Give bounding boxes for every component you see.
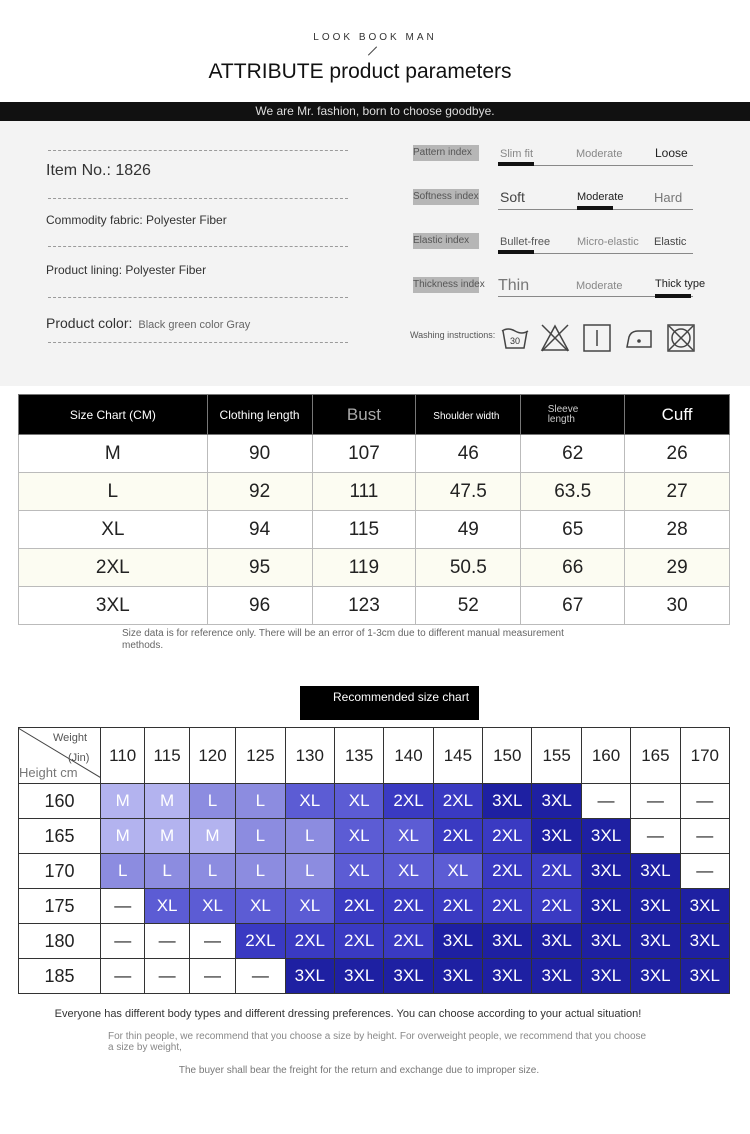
recommended-size-cell: — (145, 924, 189, 959)
weight-header-row (19, 728, 730, 784)
recommended-size-cell: M (145, 784, 189, 819)
recommended-size-cell: XL (334, 854, 383, 889)
size-value-cell: 67 (521, 587, 625, 625)
table-row (19, 959, 730, 994)
recommended-size-cell: 2XL (285, 924, 334, 959)
table-row (19, 889, 730, 924)
corner-jin-label: (Jin) (68, 752, 90, 764)
bust-header: Bust (346, 404, 381, 424)
size-value-cell: 92 (207, 473, 312, 511)
size-chart-header-cell (416, 395, 521, 435)
recommended-size-cell: 3XL (532, 959, 581, 994)
recommended-size-cell: 2XL (483, 889, 532, 924)
size-value-cell: 26 (625, 435, 730, 473)
recommended-size-title: Recommended size chart (300, 686, 479, 720)
size-value-cell: 96 (207, 587, 312, 625)
height-header-cell: 165 (19, 819, 101, 854)
product-lining: Product lining: Polyester Fiber (46, 263, 207, 277)
recommended-size-cell: 2XL (334, 924, 383, 959)
recommended-size-cell: L (236, 784, 285, 819)
no-dry-clean-icon (666, 323, 696, 353)
height-header-cell: 175 (19, 889, 101, 924)
softness-index-label: Softness index (413, 189, 479, 205)
recommended-size-cell: 2XL (433, 889, 482, 924)
page-title: ATTRIBUTE product parameters (208, 60, 512, 83)
recommended-size-cell: 2XL (384, 924, 433, 959)
recommended-size-cell: 3XL (384, 959, 433, 994)
size-chart-header-cell: Clothing length (207, 395, 312, 435)
size-value-cell: 123 (312, 587, 416, 625)
weight-header-cell: 150 (483, 728, 532, 784)
elastic-option-elastic: Elastic (654, 236, 687, 248)
recommended-size-cell: 3XL (581, 854, 630, 889)
recommended-size-cell: 3XL (631, 959, 680, 994)
cuff-header: Cuff (661, 404, 693, 424)
weight-header-cell: 170 (680, 728, 729, 784)
thickness-option-moderate: Moderate (576, 280, 623, 292)
recommended-size-cell: 3XL (680, 959, 729, 994)
shoulder-header: Shoulder width (433, 410, 500, 422)
pattern-option-loose: Loose (655, 146, 688, 160)
pattern-index-marker (498, 162, 534, 166)
recommended-size-cell: XL (384, 819, 433, 854)
slogan-bar: We are Mr. fashion, born to choose goodbye. (0, 102, 750, 121)
recommended-size-cell: L (236, 854, 285, 889)
weight-header-cell: 115 (145, 728, 189, 784)
size-value-cell: 107 (312, 435, 416, 473)
size-value-cell: 30 (625, 587, 730, 625)
recommended-size-cell: 3XL (581, 924, 630, 959)
size-chart-header (19, 395, 730, 435)
recommended-size-cell: L (145, 854, 189, 889)
size-value-cell: 49 (416, 511, 521, 549)
table-row (19, 549, 730, 587)
footer-note-freight: The buyer shall bear the freight for the return and exchange due to improper size. (178, 1065, 540, 1076)
table-row (19, 473, 730, 511)
weight-header-cell: 130 (285, 728, 334, 784)
size-value-cell: 94 (207, 511, 312, 549)
recommended-size-cell: — (101, 924, 145, 959)
recommended-size-cell: 3XL (433, 959, 482, 994)
recommended-size-cell: 2XL (532, 854, 581, 889)
recommended-size-cell: — (631, 784, 680, 819)
recommended-size-cell: 2XL (384, 889, 433, 924)
sleeve-header: Sleeve length (547, 403, 579, 425)
recommended-size-cell: XL (334, 784, 383, 819)
recommended-size-cell: 3XL (581, 889, 630, 924)
weight-header-cell: 165 (631, 728, 680, 784)
recommended-size-cell: XL (384, 854, 433, 889)
recommended-size-cell: 2XL (483, 819, 532, 854)
recommended-size-cell: XL (236, 889, 285, 924)
table-row (19, 854, 730, 889)
table-corner (19, 728, 101, 784)
recommended-size-cell: L (285, 819, 334, 854)
size-label-cell: 2XL (19, 549, 208, 587)
recommended-size-cell: M (189, 819, 235, 854)
recommended-size-cell: XL (334, 819, 383, 854)
recommended-size-cell: — (145, 959, 189, 994)
recommended-size-cell: 3XL (631, 889, 680, 924)
size-chart-header-cell: Size Chart (CM) (19, 395, 208, 435)
elastic-option-micro: Micro-elastic (577, 236, 639, 248)
recommended-size-cell: — (101, 959, 145, 994)
divider (48, 246, 348, 247)
size-label-cell: M (19, 435, 208, 473)
pattern-option-moderate: Moderate (576, 148, 623, 160)
recommended-size-cell: XL (285, 889, 334, 924)
recommended-size-cell: — (101, 889, 145, 924)
divider (48, 342, 348, 343)
brand-divider (368, 46, 377, 55)
thickness-index-label: Thickness index (413, 277, 479, 293)
recommended-size-cell: 3XL (631, 924, 680, 959)
weight-header-cell: 110 (101, 728, 145, 784)
size-value-cell: 28 (625, 511, 730, 549)
recommended-size-cell: 3XL (483, 959, 532, 994)
recommended-size-cell: M (101, 784, 145, 819)
size-value-cell: 63.5 (521, 473, 625, 511)
table-row (19, 435, 730, 473)
table-row (19, 819, 730, 854)
product-color (46, 315, 250, 331)
recommended-size-cell: 3XL (285, 959, 334, 994)
recommended-size-cell: 3XL (631, 854, 680, 889)
recommended-size-cell: M (101, 819, 145, 854)
recommended-size-cell: XL (285, 784, 334, 819)
recommended-size-cell: XL (145, 889, 189, 924)
size-value-cell: 65 (521, 511, 625, 549)
recommended-size-cell: 3XL (483, 784, 532, 819)
recommended-size-cell: 2XL (433, 784, 482, 819)
size-value-cell: 66 (521, 549, 625, 587)
size-label-cell: 3XL (19, 587, 208, 625)
recommended-size-cell: 2XL (236, 924, 285, 959)
height-header-cell: 180 (19, 924, 101, 959)
recommended-size-cell: 2XL (334, 889, 383, 924)
recommended-size-cell: 3XL (334, 959, 383, 994)
product-color-label: Product color: (46, 315, 133, 331)
recommended-size-cell: XL (189, 889, 235, 924)
corner-height-label: Height cm (19, 765, 78, 780)
recommended-size-cell: — (631, 819, 680, 854)
recommended-size-cell: — (680, 784, 729, 819)
weight-header-cell: 125 (236, 728, 285, 784)
recommended-size-cell: L (189, 784, 235, 819)
weight-header-cell: 160 (581, 728, 630, 784)
wash-30-icon (500, 323, 530, 353)
recommended-size-cell: 3XL (532, 784, 581, 819)
elastic-index-label: Elastic index (413, 233, 479, 249)
size-value-cell: 47.5 (416, 473, 521, 511)
size-value-cell: 46 (416, 435, 521, 473)
size-value-cell: 95 (207, 549, 312, 587)
recommended-size-cell: 3XL (680, 889, 729, 924)
pattern-index-label: Pattern index (413, 145, 479, 161)
recommended-size-cell: — (680, 854, 729, 889)
footer-note-body-types: Everyone has different body types and different dressing preferences. You can choose according to your actual situation! (54, 1008, 642, 1020)
softness-index-marker (577, 206, 613, 210)
size-value-cell: 29 (625, 549, 730, 587)
recommended-size-cell: 3XL (581, 819, 630, 854)
size-chart-table (18, 394, 730, 625)
size-note: Size data is for reference only. There will be an error of 1-3cm due to different manual measurement methods. (122, 628, 564, 651)
size-value-cell: 52 (416, 587, 521, 625)
recommended-size-cell: 3XL (483, 924, 532, 959)
recommended-size-cell: L (101, 854, 145, 889)
recommended-size-cell: XL (433, 854, 482, 889)
recommended-size-cell: 3XL (581, 959, 630, 994)
recommended-size-cell: M (145, 819, 189, 854)
no-bleach-icon (540, 323, 570, 353)
size-value-cell: 119 (312, 549, 416, 587)
weight-header-cell: 120 (189, 728, 235, 784)
height-header-cell: 170 (19, 854, 101, 889)
weight-header-cell: 140 (384, 728, 433, 784)
item-number: Item No.: 1826 (46, 162, 151, 179)
size-chart-header-cell (625, 395, 730, 435)
size-value-cell: 50.5 (416, 549, 521, 587)
divider (48, 150, 348, 151)
table-row (19, 924, 730, 959)
elastic-option-bullet-free: Bullet-free (500, 236, 551, 248)
size-chart-header-cell (521, 395, 625, 435)
table-row (19, 587, 730, 625)
pattern-option-slim: Slim fit (500, 148, 533, 160)
size-value-cell: 90 (207, 435, 312, 473)
weight-header-cell: 155 (532, 728, 581, 784)
thickness-index-marker (655, 294, 691, 298)
recommended-size-cell: L (189, 854, 235, 889)
recommended-size-cell: — (236, 959, 285, 994)
divider (48, 198, 348, 199)
size-value-cell: 62 (521, 435, 625, 473)
softness-option-moderate: Moderate (577, 191, 624, 203)
table-row (19, 784, 730, 819)
recommended-size-cell: — (581, 784, 630, 819)
recommended-size-cell: L (285, 854, 334, 889)
thickness-option-thin: Thin (498, 277, 530, 294)
recommended-size-cell: — (189, 924, 235, 959)
iron-icon (624, 323, 654, 353)
washing-instructions-label: Washing instructions: (410, 330, 496, 340)
size-value-cell: 111 (312, 473, 416, 511)
size-label-cell: L (19, 473, 208, 511)
size-label-cell: XL (19, 511, 208, 549)
weight-header-cell: 135 (334, 728, 383, 784)
size-value-cell: 115 (312, 511, 416, 549)
recommended-size-cell: 3XL (680, 924, 729, 959)
corner-weight-label: Weight (53, 732, 88, 744)
recommended-size-cell: 3XL (433, 924, 482, 959)
footer-note-size-advice: For thin people, we recommend that you choose a size by height. For overweight people, we recommend that you choose a size by weight, (108, 1031, 647, 1053)
softness-option-soft: Soft (500, 189, 525, 205)
elastic-index-marker (498, 250, 534, 254)
thickness-option-thick: Thick type (655, 278, 706, 290)
table-row (19, 511, 730, 549)
softness-option-hard: Hard (654, 190, 683, 205)
size-chart-header-cell (312, 395, 416, 435)
product-color-value: Black green color Gray (138, 319, 251, 331)
commodity-fabric: Commodity fabric: Polyester Fiber (46, 213, 227, 227)
recommended-size-cell: — (680, 819, 729, 854)
recommended-size-cell: L (236, 819, 285, 854)
tumble-dry-icon (582, 323, 612, 353)
size-value-cell: 27 (625, 473, 730, 511)
recommended-size-cell: — (189, 959, 235, 994)
height-header-cell: 185 (19, 959, 101, 994)
brand-name: LOOK BOOK MAN (313, 32, 437, 43)
recommended-size-cell: 3XL (532, 819, 581, 854)
weight-header-cell: 145 (433, 728, 482, 784)
recommended-size-cell: 3XL (532, 924, 581, 959)
recommended-size-table (18, 727, 730, 994)
divider (48, 297, 348, 298)
height-header-cell: 160 (19, 784, 101, 819)
recommended-size-cell: 2XL (483, 854, 532, 889)
recommended-size-cell: 2XL (532, 889, 581, 924)
wash-temperature: 30 (509, 336, 521, 346)
recommended-size-cell: 2XL (384, 784, 433, 819)
recommended-size-cell: 2XL (433, 819, 482, 854)
